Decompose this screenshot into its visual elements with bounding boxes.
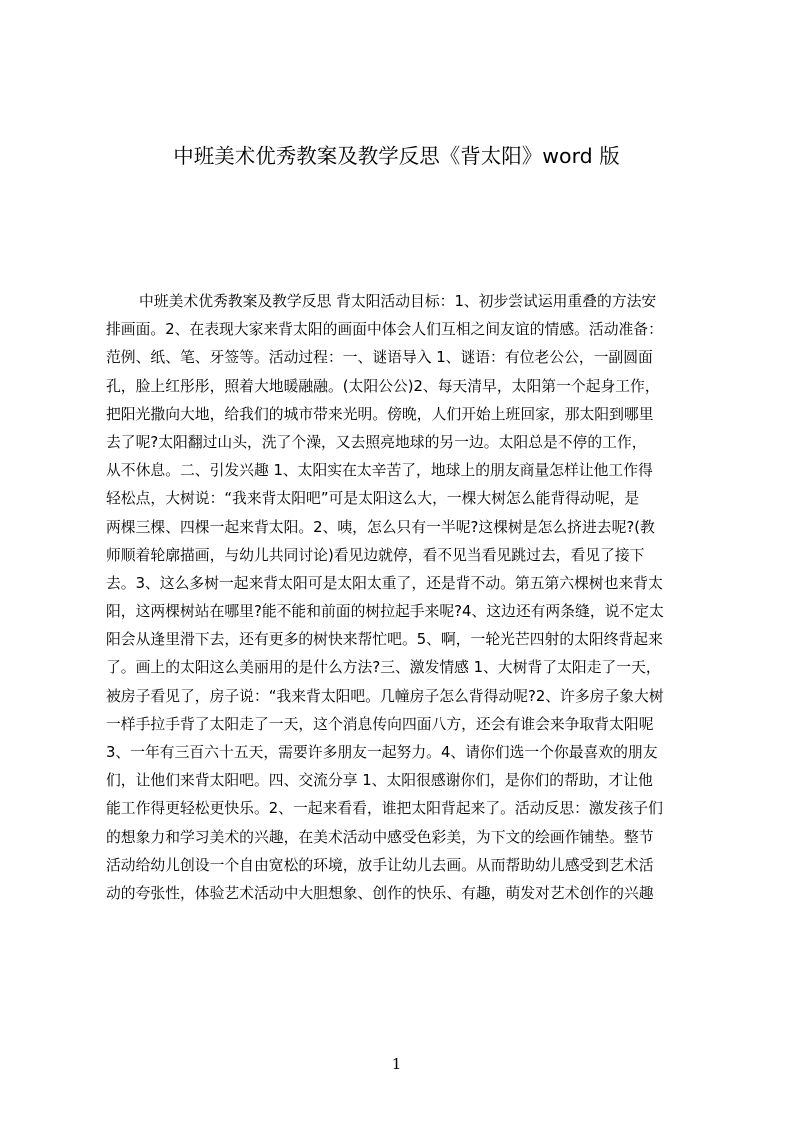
body-line: 的想象力和学习美术的兴趣，在美术活动中感受色彩美，为下文的绘画作铺垫。整节	[106, 828, 654, 846]
document-title: 中班美术优秀教案及教学反思《背太阳》word 版	[173, 144, 620, 168]
body-line: 两棵三棵、四棵一起来背太阳。2、咦，怎么只有一半呢?这棵树是怎么挤进去呢?(教	[106, 518, 655, 536]
body-line: 中班美术优秀教案及教学反思 背太阳活动目标：1、初步尝试运用重叠的方法安	[139, 293, 657, 310]
body-line: 范例、纸、笔、牙签等。活动过程：一、谜语导入 1、谜语：有位老公公，一副圆面	[106, 349, 653, 367]
body-line: 动的夸张性，体验艺术活动中大胆想象、创作的快乐、有趣，萌发对艺术创作的兴趣	[106, 884, 654, 902]
body-line: 3、一年有三百六十五天，需要许多朋友一起努力。4、请你们选一个你最喜欢的朋友	[106, 744, 658, 761]
body-text	[106, 288, 697, 908]
body-line: 排画面。2、在表现大家来背太阳的画面中体会人们互相之间友谊的情感。活动准备：	[106, 321, 663, 339]
body-line: 师顺着轮廓描画，与幼儿共同讨论)看见边就停，看不见当看见跳过去，看见了接下	[106, 546, 645, 564]
body-line: 们，让他们来背太阳吧。四、交流分享 1、太阳很感谢你们，是你们的帮助，才让他	[106, 772, 653, 790]
body-line: 一样手拉手背了太阳走了一天，这个消息传向四面八方，还会有谁会来争取背太阳呢	[106, 715, 654, 733]
body-line: 阳会从逢里滑下去，还有更多的树快来帮忙吧。5、啊，一轮光芒四射的太阳终背起来	[106, 631, 663, 649]
body-line: 了。画上的太阳这么美丽用的是什么方法?三、激发情感 1、大树背了太阳走了一天，	[106, 659, 661, 677]
body-line: 被房子看见了，房子说：“我来背太阳吧。几幢房子怎么背得动呢?2、许多房子象大树	[106, 687, 664, 705]
body-line: 能工作得更轻松更快乐。2、一起来看看，谁把太阳背起来了。活动反思：激发孩子们	[106, 800, 663, 818]
body-line: 阳，这两棵树站在哪里?能不能和前面的树拉起手来呢?4、这边还有两条缝，说不定太	[106, 603, 664, 621]
body-line: 去。3、这么多树一起来背太阳可是太阳太重了，还是背不动。第五第六棵树也来背太	[106, 574, 663, 592]
page-number: 1	[391, 1055, 402, 1073]
body-line: 活动给幼儿创设一个自由宽松的环境，放手让幼儿去画。从而帮助幼儿感受到艺术活	[106, 856, 654, 874]
body-line: 轻松点，大树说：“我来背太阳吧”可是太阳这么大，一棵大树怎么能背得动呢，是	[106, 490, 640, 508]
body-line: 从不休息。二、引发兴趣 1、太阳实在太辛苦了，地球上的朋友商量怎样让他工作得	[106, 462, 653, 480]
body-line: 把阳光撒向大地，给我们的城市带来光明。傍晚，人们开始上班回家，那太阳到哪里	[106, 405, 654, 423]
body-line: 去了呢?太阳翻过山头，洗了个澡，又去照亮地球的另一边。太阳总是不停的工作，	[106, 433, 647, 451]
body-line: 孔，脸上红彤彤，照着大地暖融融。(太阳公公)2、每天清早，太阳第一个起身工作，	[106, 377, 660, 395]
